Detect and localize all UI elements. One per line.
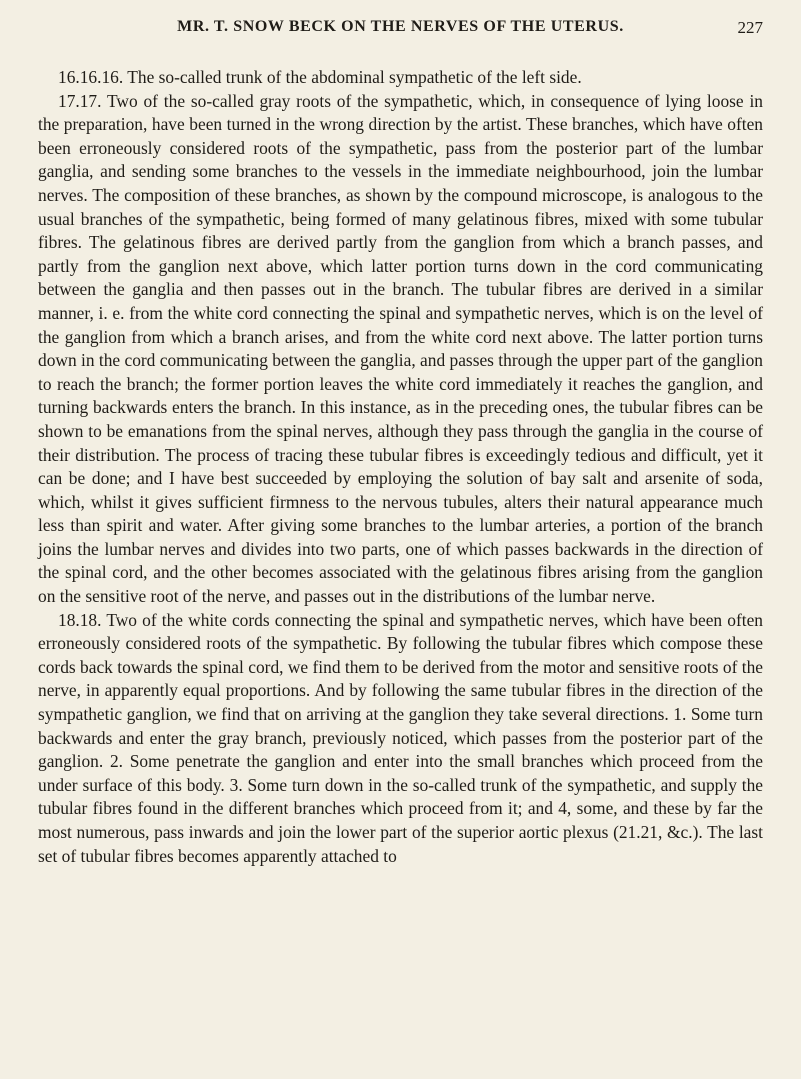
- paragraph-text: The so-called trunk of the abdominal sympathetic of the left side.: [127, 67, 582, 87]
- running-head: [38, 18, 763, 44]
- page-number: 227: [737, 18, 763, 37]
- figure-reference-label: 18.18.: [58, 609, 102, 630]
- paragraph-16: [38, 66, 763, 90]
- figure-reference-label: 16.16.16.: [58, 67, 124, 87]
- paragraph-17: [38, 90, 763, 609]
- body-text: [38, 66, 763, 868]
- paragraph-text: Two of the white cords connecting the spinal and sympathetic nerves, which have been often erroneously considered roots of the sympathetic. By following the tubular fibres which compose these cords back towards the spinal cord, we find them to be derived from the motor and sensitive roots of the nerve, in apparently equal proportions. And by following the same tubular fibres in the direction of the sympathetic ganglion, we find that on arriving at the ganglion they take several directions. 1. Some turn backwards and enter the gray branch, previously noticed, which passes from the posterior part of the ganglion. 2. Some penetrate the ganglion and enter into the small branches which proceed from the under surface of this body. 3. Some turn down in the so-called trunk of the sympathetic, and supply the tubular fibres found in the different branches which proceed from it; and 4, some, and these by far the most numerous, pass inwards and join the lower part of the superior aortic plexus (21.21, &c.). The last set of tubular fibres becomes apparently attached to: [38, 609, 763, 866]
- running-title: MR. T. SNOW BECK ON THE NERVES OF THE UTERUS.: [177, 18, 624, 35]
- paragraph-18: [38, 609, 763, 869]
- paragraph-text: Two of the so-called gray roots of the sympathetic, which, in consequence of lying loose in the preparation, have been turned in the wrong direction by the artist. These branches, which have often been erroneously considered roots of the sympathetic, pass from the posterior part of the lumbar ganglia, and sending some branches to the vessels in the immediate neighbourhood, join the lumbar nerves. The composition of these branches, as shown by the compound microscope, is analogous to the usual branches of the sympathetic, being formed of many gelatinous fibres, mixed with some tubular fibres. The gelatinous fibres are derived partly from the ganglion from which a branch passes, and partly from the ganglion next above, which latter portion turns down in the cord communicating between the ganglia and then passes out in the branch. The tubular fibres are derived in a similar manner, i. e. from the white cord connecting the spinal and sympathetic nerves, which is on the level of the ganglion from which a branch arises, and from the white cord next above. The latter portion turns down in the cord communicating between the ganglia, and passes through the upper part of the ganglion to reach the branch; the former portion leaves the white cord immediately it reaches the ganglion, and turning backwards enters the branch. In this instance, as in the preceding ones, the tubular fibres can be shown to be emanations from the spinal nerves, although they pass through the ganglia in the course of their distribution. The process of tracing these tubular fibres is exceedingly tedious and difficult, yet it can be done; and I have best succeeded by employing the solution of bay salt and arsenite of soda, which, whilst it gives sufficient firmness to the nervous tubules, alters their natural appearance much less than spirit and water. After giving some branches to the lumbar arteries, a portion of the branch joins the lumbar nerves and divides into two parts, one of which passes backwards in the direction of the spinal cord, and the other becomes associated with the gelatinous fibres arising from the ganglion on the sensitive root of the nerve, and passes out in the distributions of the lumbar nerve.: [38, 90, 763, 607]
- figure-reference-label: 17.17.: [58, 90, 102, 111]
